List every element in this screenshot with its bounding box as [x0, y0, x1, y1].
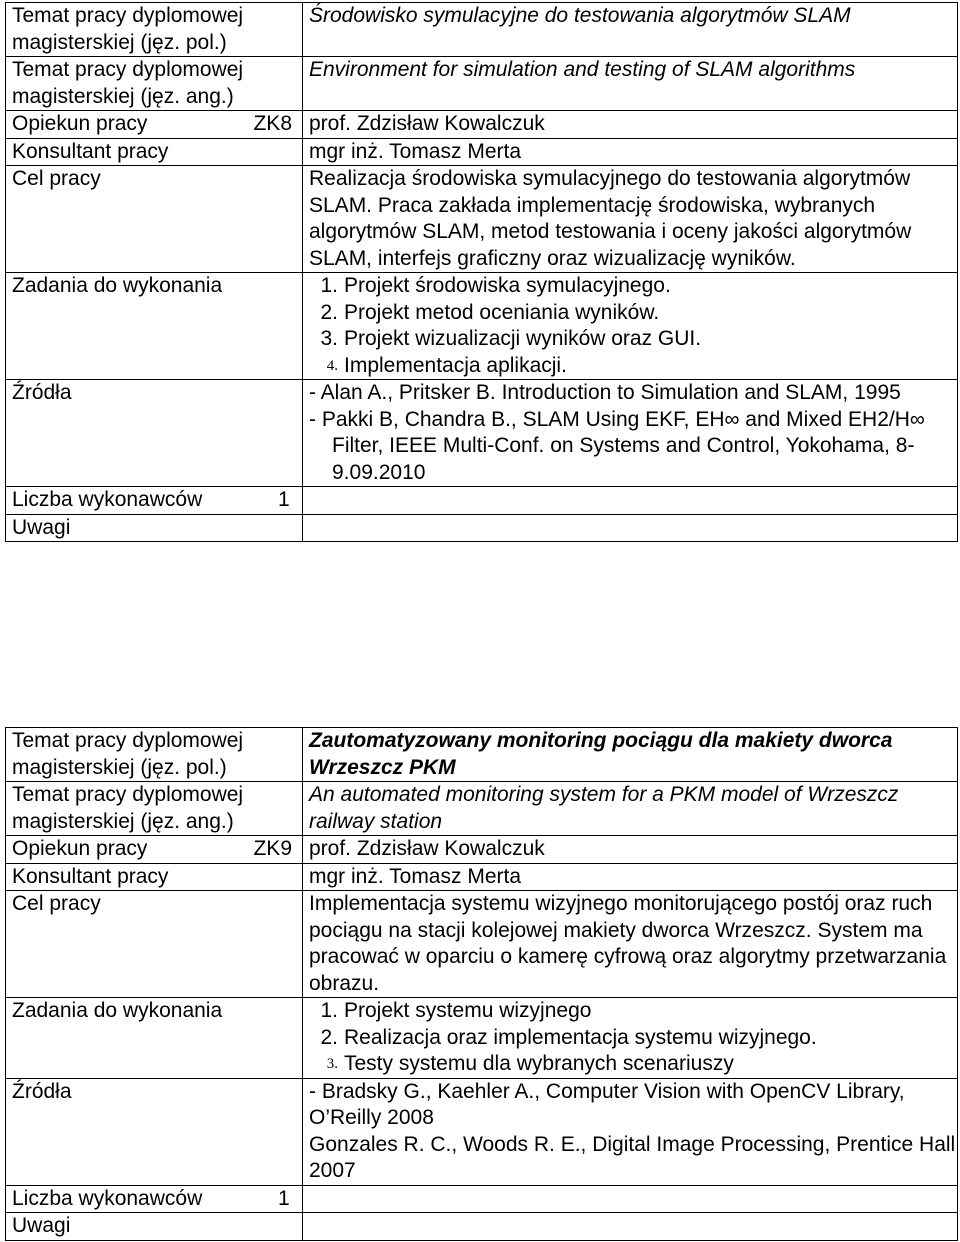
row-sources	[6, 1078, 958, 1185]
label-supervisor-cell	[6, 836, 303, 864]
row-supervisor	[6, 111, 958, 139]
goal-value: Realizacja środowiska symulacyjnego do testowania algorytmów SLAM. Praca zakłada implementację środowiska, wybranych algorytmów SLAM, metod testowania i oceny jakości algorytmów SLAM, interfejs graficzny oraz wizualizację wyników.	[303, 166, 958, 273]
row-topic-en	[6, 782, 958, 836]
team-size-value: 1	[278, 488, 290, 511]
row-topic-pl	[6, 728, 958, 782]
label-consultant: Konsultant pracy	[6, 863, 303, 891]
label-topic-pl: Temat pracy dyplomowej magisterskiej (jęz. pol.)	[6, 3, 303, 57]
topic-en-value: An automated monitoring system for a PKM model of Wrzeszcz railway station	[303, 782, 958, 836]
row-consultant	[6, 863, 958, 891]
supervisor-value: prof. Zdzisław Kowalczuk	[303, 111, 958, 139]
row-goal	[6, 891, 958, 998]
thesis-code: ZK8	[253, 112, 292, 135]
consultant-value: mgr inż. Tomasz Merta	[303, 863, 958, 891]
source-item: - Bradsky G., Kaehler A., Computer Vision with OpenCV Library, O’Reilly 2008	[309, 1079, 905, 1129]
row-sources	[6, 380, 958, 487]
sources-cell	[303, 1078, 958, 1185]
row-consultant	[6, 138, 958, 166]
source-item: Gonzales R. C., Woods R. E., Digital Image Processing, Prentice Hall 2007	[309, 1132, 956, 1182]
tasks-cell	[303, 998, 958, 1079]
row-notes	[6, 1213, 958, 1241]
label-team-size: Liczba wykonawców	[12, 1186, 203, 1210]
team-size-value: 1	[278, 1186, 290, 1210]
thesis-card-zk9	[5, 727, 958, 1241]
label-notes: Uwagi	[6, 1213, 303, 1241]
notes-value	[303, 514, 958, 542]
task-item: 3. Testy systemu dla wybranych scenariuszy	[326, 1052, 734, 1075]
consultant-value: mgr inż. Tomasz Merta	[303, 138, 958, 166]
notes-value	[303, 1213, 958, 1241]
label-topic-en: Temat pracy dyplomowej magisterskiej (jęz. ang.)	[6, 57, 303, 111]
topic-pl-value: Zautomatyzowany monitoring pociągu dla makiety dworca Wrzeszcz PKM	[303, 728, 958, 782]
label-supervisor: Opiekun pracy	[12, 837, 148, 860]
task-item: 1. Projekt środowiska symulacyjnego.	[320, 274, 671, 297]
task-item: 4. Implementacja aplikacji.	[326, 353, 567, 377]
task-item: 3. Projekt wizualizacji wyników oraz GUI.	[320, 327, 702, 350]
label-team-size-cell	[6, 1185, 303, 1213]
source-item: - Pakki B, Chandra B., SLAM Using EKF, EH∞ and Mixed EH2/H∞ Filter, IEEE Multi-Conf. on Systems and Control, Yokohama, 8-9.09.2010	[309, 407, 925, 484]
row-goal	[6, 166, 958, 273]
label-goal: Cel pracy	[6, 891, 303, 998]
tasks-cell	[303, 273, 958, 380]
row-tasks	[6, 273, 958, 380]
thesis-code: ZK9	[253, 837, 292, 860]
sources-cell	[303, 380, 958, 487]
goal-value: Implementacja systemu wizyjnego monitorującego postój oraz ruch pociągu na stacji kolejowej makiety dworca Wrzeszcz. System ma pracować w oparciu o kamerę cyfrową oraz algorytmy przetwarzania obrazu.	[303, 891, 958, 998]
source-item: - Alan A., Pritsker B. Introduction to Simulation and SLAM, 1995	[309, 381, 901, 404]
row-topic-en	[6, 57, 958, 111]
label-goal: Cel pracy	[6, 166, 303, 273]
team-size-empty	[303, 487, 958, 515]
topic-pl-value: Środowisko symulacyjne do testowania algorytmów SLAM	[303, 3, 958, 57]
label-notes: Uwagi	[6, 514, 303, 542]
row-tasks	[6, 998, 958, 1079]
label-consultant: Konsultant pracy	[6, 138, 303, 166]
row-notes	[6, 514, 958, 542]
topic-en-value: Environment for simulation and testing of SLAM algorithms	[303, 57, 958, 111]
tasks-list	[309, 998, 957, 1078]
label-supervisor: Opiekun pracy	[12, 112, 148, 135]
label-sources: Źródła	[6, 1078, 303, 1185]
label-tasks: Zadania do wykonania	[6, 273, 303, 380]
task-item: 1. Projekt systemu wizyjnego	[320, 999, 592, 1022]
label-tasks: Zadania do wykonania	[6, 998, 303, 1079]
team-size-empty	[303, 1185, 958, 1213]
row-supervisor	[6, 836, 958, 864]
task-item: 2. Projekt metod oceniania wyników.	[320, 300, 660, 324]
label-team-size: Liczba wykonawców	[12, 488, 203, 511]
label-supervisor-cell	[6, 111, 303, 139]
tasks-list	[309, 273, 957, 379]
thesis-card-zk8	[5, 2, 958, 542]
label-sources: Źródła	[6, 380, 303, 487]
label-team-size-cell	[6, 487, 303, 515]
row-team-size	[6, 1185, 958, 1213]
row-team-size	[6, 487, 958, 515]
supervisor-value: prof. Zdzisław Kowalczuk	[303, 836, 958, 864]
task-item: 2. Realizacja oraz implementacja systemu wizyjnego.	[320, 1025, 817, 1049]
label-topic-en: Temat pracy dyplomowej magisterskiej (jęz. ang.)	[6, 782, 303, 836]
row-topic-pl	[6, 3, 958, 57]
label-topic-pl: Temat pracy dyplomowej magisterskiej (jęz. pol.)	[6, 728, 303, 782]
